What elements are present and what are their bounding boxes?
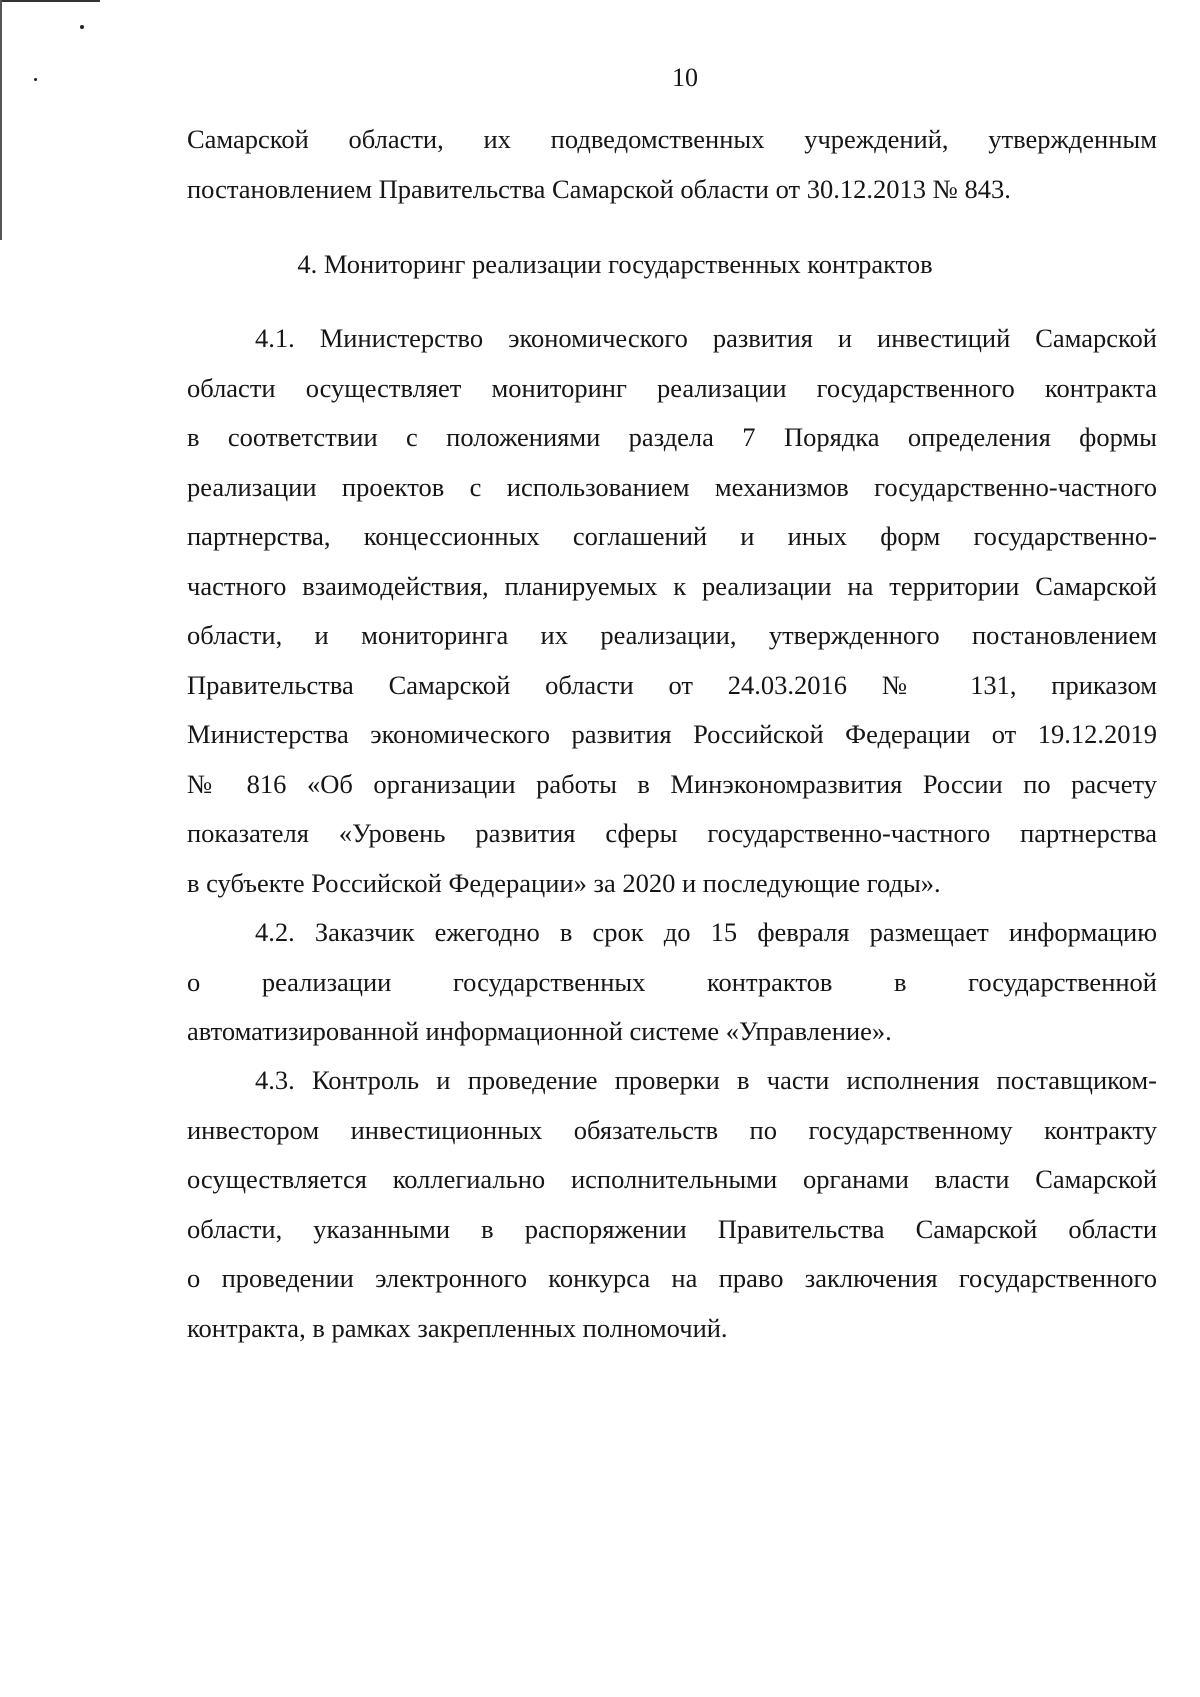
intro-paragraph (187, 115, 1157, 214)
text-line: постановлением Правительства Самарской области от 30.12.2013 № 843. (187, 173, 1011, 204)
text-line: № 816 «Об организации работы в Минэкономразвития России по расчету (187, 768, 1157, 799)
text-line: осуществляется коллегиально исполнительными органами власти Самарской (187, 1164, 1157, 1194)
text-line: области, указанными в распоряжении Правительства Самарской области (187, 1213, 1157, 1244)
text-line: 4.2. Заказчик ежегодно в срок до 15 февраля размещает информацию (255, 917, 1157, 947)
text-line: области, и мониторинга их реализации, утвержденного постановлением (187, 620, 1157, 650)
text-line: в соответствии с положениями раздела 7 Порядка определения формы (187, 422, 1157, 452)
section-heading: 4. Мониторинг реализации государственных контрактов (297, 249, 933, 279)
text-line: частного взаимодействия, планируемых к реализации на территории Самарской (187, 570, 1157, 601)
page-number: 10 (672, 63, 698, 92)
text-line: инвестором инвестиционных обязательств по государственному контракту (187, 1114, 1157, 1145)
text-line: партнерства, концессионных соглашений и иных форм государственно- (187, 521, 1157, 551)
text-line: контракта, в рамках закрепленных полномочий. (187, 1312, 728, 1343)
text-line: показателя «Уровень развития сферы государственно-частного партнерства (187, 818, 1157, 848)
text-line: реализации проектов с использованием механизмов государственно-частного (187, 471, 1157, 502)
text-line: о проведении электронного конкурса на право заключения государственного (187, 1263, 1157, 1293)
text-line: Министерства экономического развития Российской Федерации от 19.12.2019 (187, 719, 1157, 749)
text-line: о реализации государственных контрактов в государственной (187, 966, 1157, 997)
scan-speck (80, 25, 84, 29)
text-line: области осуществляет мониторинг реализации государственного контракта (187, 372, 1157, 403)
text-line: Самарской области, их подведомственных учреждений, утвержденным (187, 124, 1157, 154)
paragraph-4-1 (187, 314, 1157, 908)
text-line: в субъекте Российской Федерации» за 2020 и последующие годы». (187, 867, 941, 898)
paragraph-4-3 (187, 1056, 1157, 1353)
text-line: автоматизированной информационной системе «Управление». (187, 1016, 892, 1046)
scan-border-left (0, 0, 2, 240)
paragraph-4-2 (187, 908, 1157, 1057)
text-line: 4.3. Контроль и проведение проверки в части исполнения поставщиком- (255, 1065, 1157, 1095)
text-line: Правительства Самарской области от 24.03.2016 № 131, приказом (187, 669, 1157, 700)
scan-border-top (0, 0, 100, 2)
text-line: 4.1. Министерство экономического развития и инвестиций Самарской (255, 323, 1157, 353)
